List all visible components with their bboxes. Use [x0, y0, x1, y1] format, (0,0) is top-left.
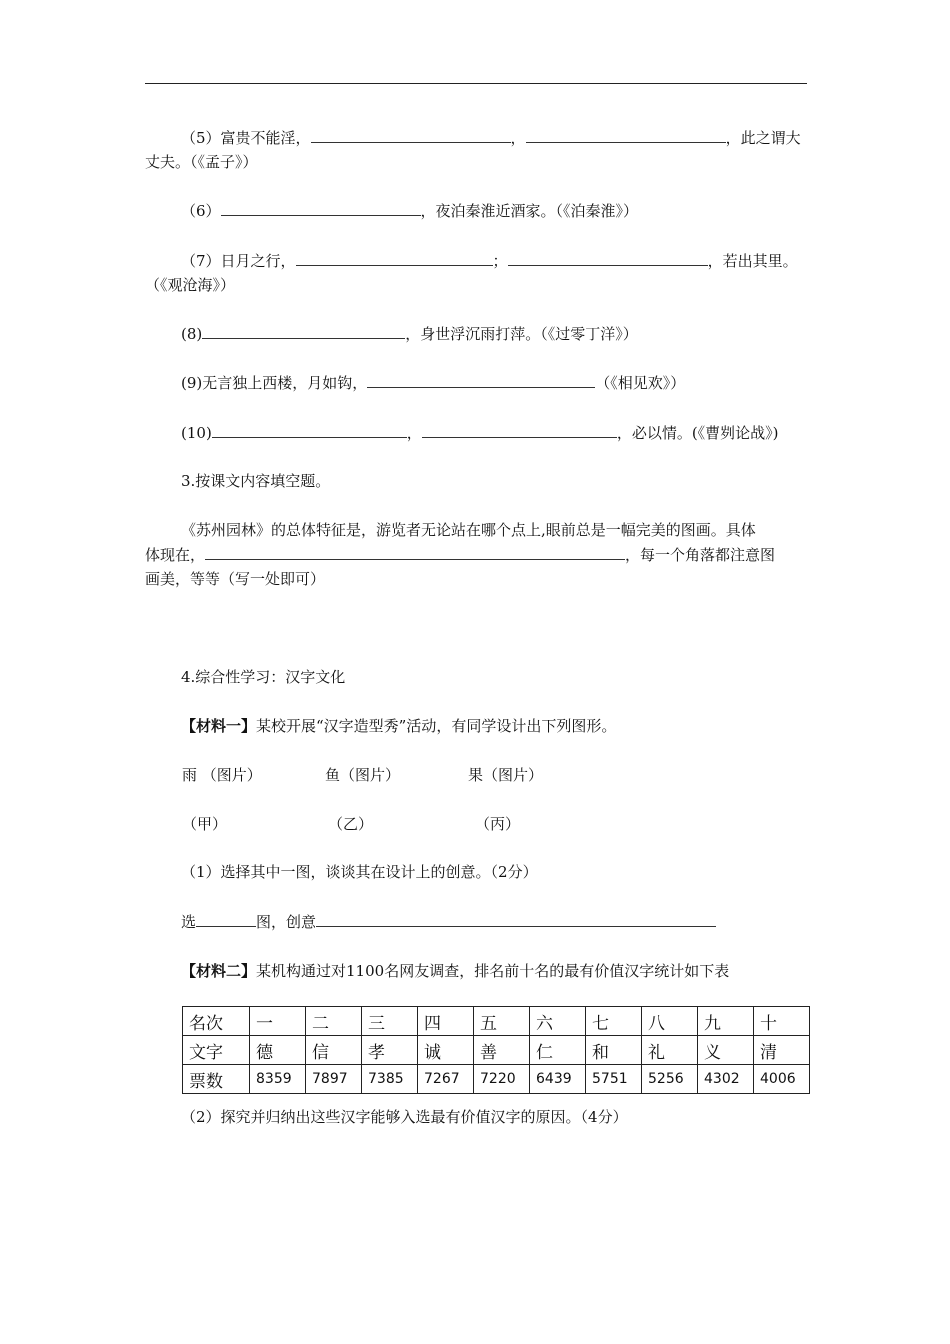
blank-field[interactable]: [296, 249, 493, 266]
q3-text: ，每一个角落都注意图: [625, 546, 776, 564]
item-7-continued: （《观沧海》）: [145, 276, 236, 294]
item-7-text: ，若出其里。: [707, 252, 798, 270]
table-cell: 7220: [474, 1065, 530, 1094]
table-cell: 7385: [362, 1065, 418, 1094]
label-yi: （乙）: [328, 815, 374, 833]
table-cell: 礼: [642, 1036, 698, 1065]
table-cell: 七: [586, 1007, 642, 1036]
table-cell: 二: [306, 1007, 362, 1036]
table-cell: 六: [530, 1007, 586, 1036]
answer-text: 选: [181, 913, 197, 931]
table-cell: 6439: [530, 1065, 586, 1094]
table-cell: 十: [754, 1007, 810, 1036]
item-10: [145, 421, 846, 445]
answer-text: 图，创意: [256, 913, 317, 931]
item-5-sep: ，: [510, 129, 526, 147]
table-cell: 票数: [183, 1065, 250, 1094]
blank-field[interactable]: [422, 421, 617, 438]
table-cell: 7267: [418, 1065, 474, 1094]
table-row: [183, 1036, 810, 1065]
material-1-tag: 【材料一】: [181, 717, 257, 735]
material-2-text: 某机构通过对1100名网友调查，排名前十名的最有价值汉字统计如下表: [256, 962, 730, 980]
table-cell: 4302: [698, 1065, 754, 1094]
label-bing: （丙）: [475, 815, 521, 833]
material-2: [145, 959, 846, 983]
item-10-text: (10): [181, 424, 212, 442]
table-cell: 善: [474, 1036, 530, 1065]
material-1-text: 某校开展“汉字造型秀”活动，有同学设计出下列图形。: [256, 717, 617, 735]
question-4-title: 4.综合性学习：汉字文化: [181, 668, 346, 686]
label-jia: （甲）: [182, 815, 228, 833]
question-3-title: 3.按课文内容填空题。: [181, 472, 331, 490]
item-7: [145, 249, 846, 273]
table-cell: 五: [474, 1007, 530, 1036]
table-cell: 诚: [418, 1036, 474, 1065]
item-8-text: (8): [181, 325, 203, 343]
material-1: [145, 714, 846, 738]
q3-paragraph-line3: 画美，等等（写一处即可）: [145, 570, 326, 588]
table-cell: 信: [306, 1036, 362, 1065]
table-cell: 仁: [530, 1036, 586, 1065]
sub-question-1-answer: [145, 910, 846, 934]
table-cell: 和: [586, 1036, 642, 1065]
item-10-sep: ，: [406, 424, 422, 442]
table-row: [183, 1007, 810, 1036]
blank-field[interactable]: [221, 199, 421, 216]
item-8-text: ，身世浮沉雨打萍。（《过零丁洋》）: [405, 325, 638, 343]
item-5-text: （5）富贵不能淫，: [181, 129, 311, 147]
item-5-text: ，此之谓大: [725, 129, 801, 147]
table-cell: 孝: [362, 1036, 418, 1065]
blank-field[interactable]: [526, 126, 726, 143]
item-8: [145, 322, 846, 346]
item-7-sep: ；: [492, 252, 508, 270]
blank-field[interactable]: [311, 126, 511, 143]
table-cell: 名次: [183, 1007, 250, 1036]
item-9-text: (9)无言独上西楼，月如钩，: [181, 374, 368, 392]
header-rule: [145, 83, 807, 84]
blank-field[interactable]: [316, 910, 716, 927]
table-cell: 7897: [306, 1065, 362, 1094]
item-5: [145, 126, 846, 150]
blank-field[interactable]: [205, 543, 625, 560]
table-cell: 文字: [183, 1036, 250, 1065]
table-cell: 八: [642, 1007, 698, 1036]
item-10-text: ，必以情。(《曹刿论战》): [616, 424, 779, 442]
item-6-text: ，夜泊秦淮近酒家。（《泊秦淮》）: [420, 202, 639, 220]
picture-fish: 鱼（图片）: [325, 766, 401, 784]
picture-rain: 雨 （图片）: [182, 766, 262, 784]
vote-table: [182, 1006, 810, 1094]
q3-paragraph-line2: [145, 543, 810, 567]
picture-fruit: 果（图片）: [468, 766, 544, 784]
sub-question-1: （1）选择其中一图，谈谈其在设计上的创意。（2分）: [181, 863, 538, 881]
blank-field[interactable]: [212, 421, 407, 438]
blank-field[interactable]: [367, 371, 595, 388]
q3-paragraph-line1: 《苏州园林》的总体特征是，游览者无论站在哪个点上,眼前总是一幅完美的图画。具体: [181, 521, 756, 539]
item-6-text: （6）: [181, 202, 221, 220]
table-cell: 5256: [642, 1065, 698, 1094]
material-2-tag: 【材料二】: [181, 962, 257, 980]
table-cell: 5751: [586, 1065, 642, 1094]
item-7-text: （7）日月之行，: [181, 252, 296, 270]
item-6: [145, 199, 846, 223]
table-cell: 一: [250, 1007, 306, 1036]
blank-field[interactable]: [508, 249, 708, 266]
blank-field[interactable]: [196, 910, 256, 927]
table-cell: 4006: [754, 1065, 810, 1094]
sub-question-2: （2）探究并归纳出这些汉字能够入选最有价值汉字的原因。（4分）: [181, 1108, 628, 1126]
table-cell: 义: [698, 1036, 754, 1065]
table-cell: 德: [250, 1036, 306, 1065]
table-row: [183, 1065, 810, 1094]
item-9-text: （《相见欢》）: [595, 374, 686, 392]
item-5-continued: 丈夫。（《孟子》）: [145, 153, 258, 171]
table-cell: 8359: [250, 1065, 306, 1094]
blank-field[interactable]: [202, 322, 405, 339]
table-cell: 三: [362, 1007, 418, 1036]
item-9: [145, 371, 846, 395]
table-cell: 四: [418, 1007, 474, 1036]
table-cell: 九: [698, 1007, 754, 1036]
q3-text: 体现在，: [145, 546, 206, 564]
table-cell: 清: [754, 1036, 810, 1065]
